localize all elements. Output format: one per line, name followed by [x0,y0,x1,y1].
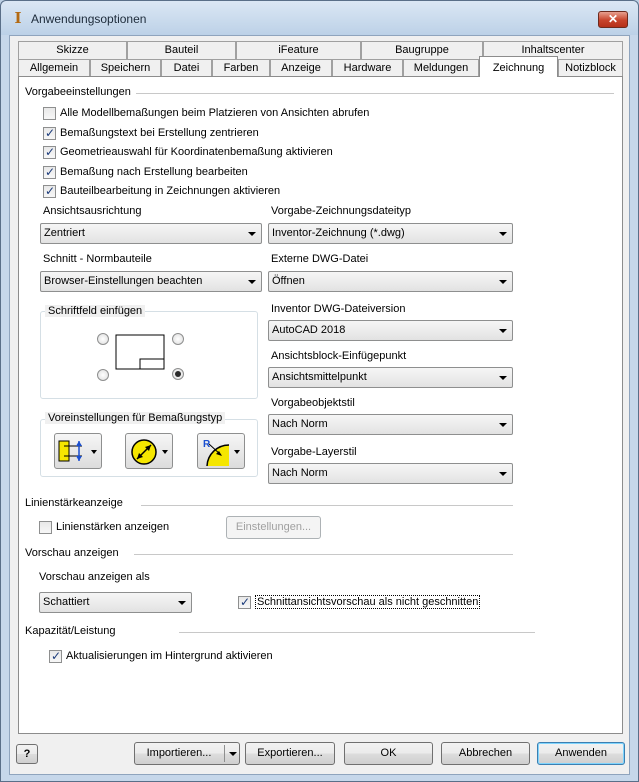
chevron-down-icon [248,232,256,236]
dialog-client-area [9,35,630,775]
select-value: Ansichtsmittelpunkt [272,371,367,383]
import-label: Importieren... [146,747,212,759]
radio-bottom-left[interactable] [97,369,109,381]
tab-anzeige[interactable]: Anzeige [270,59,332,77]
check-linienstaerken[interactable] [39,518,169,536]
externe-dwg-select[interactable] [268,271,513,292]
vorschau-heading: Vorschau anzeigen [25,547,119,559]
radio-top-left[interactable] [97,333,109,345]
tab-meldungen[interactable]: Meldungen [403,59,479,77]
checkbox[interactable] [43,166,56,179]
schriftfeld-label: Schriftfeld einfügen [45,305,145,317]
tab-speichern[interactable]: Speichern [90,59,161,77]
tab-allgemein[interactable]: Allgemein [18,59,90,77]
tab-datei[interactable]: Datei [161,59,212,77]
kapazitaet-heading: Kapazität/Leistung [25,625,116,637]
tab-baugruppe[interactable]: Baugruppe [361,41,483,59]
ok-button[interactable]: OK [344,742,433,765]
vorgabe-heading: Vorgabeeinstellungen [25,86,131,98]
chevron-down-icon[interactable] [229,752,237,756]
check-label: Bauteilbearbeitung in Zeichnungen aktivieren [60,185,281,197]
ansichtsausrichtung-select[interactable] [40,223,262,244]
divider [179,632,535,633]
chevron-down-icon [234,450,240,454]
einstellungen-button[interactable]: Einstellungen... [226,516,321,539]
checkbox[interactable] [43,185,56,198]
schnitt-select[interactable] [40,271,262,292]
linien-heading: Linienstärkeanzeige [25,497,123,509]
chevron-down-icon [248,280,256,284]
linear-dimension-icon [58,438,90,464]
chevron-down-icon [91,450,97,454]
radius-dimension-button[interactable] [197,433,245,469]
radius-dimension-icon [201,437,233,467]
select-value: Schattiert [43,596,90,608]
chevron-down-icon [162,450,168,454]
schnitt-label: Schnitt - Normbauteile [43,253,152,265]
dateityp-select[interactable] [268,223,513,244]
vorschau-select[interactable] [39,592,192,613]
select-value: Nach Norm [272,418,328,430]
diameter-dimension-button[interactable] [125,433,173,469]
checkbox[interactable] [39,521,52,534]
select-value: AutoCAD 2018 [272,324,346,336]
select-value: Nach Norm [272,467,328,479]
select-value: Zentriert [44,227,85,239]
ansichtsausrichtung-label: Ansichtsausrichtung [43,205,142,217]
select-value: Browser-Einstellungen beachten [44,275,203,287]
check-label: Aktualisierungen im Hintergrund aktivieren [66,650,273,662]
chevron-down-icon [499,472,507,476]
check-bemassung-bearbeiten[interactable] [43,163,248,181]
select-value: Öffnen [272,275,305,287]
divider [136,93,614,94]
split-divider [224,745,225,762]
check-modellbemassungen[interactable] [43,104,369,122]
select-value: Inventor-Zeichnung (*.dwg) [272,227,405,239]
vorschau-als-label: Vorschau anzeigen als [39,571,150,583]
checkbox[interactable] [238,596,251,609]
title-bar [1,1,638,35]
check-label: Bemaßung nach Erstellung bearbeiten [60,166,248,178]
divider [134,554,513,555]
tab-notizblock[interactable]: Notizblock [558,59,623,77]
checkbox[interactable] [49,650,62,663]
check-text-zentrieren[interactable] [43,124,259,142]
bemassungstyp-label: Voreinstellungen für Bemaßungstyp [45,412,225,424]
import-button[interactable] [134,742,240,765]
objektstil-select[interactable] [268,414,513,435]
linear-dimension-button[interactable] [54,433,102,469]
chevron-down-icon [178,601,186,605]
check-geometrieauswahl[interactable] [43,143,333,161]
close-button[interactable]: ✕ [598,11,628,28]
dwg-version-select[interactable] [268,320,513,341]
help-button[interactable] [16,744,38,764]
chevron-down-icon [499,280,507,284]
radio-bottom-right[interactable] [172,368,184,380]
tab-ifeature[interactable]: iFeature [236,41,361,59]
checkbox[interactable] [43,127,56,140]
cancel-button[interactable]: Abbrechen [441,742,530,765]
tab-bauteil[interactable]: Bauteil [127,41,236,59]
chevron-down-icon [499,232,507,236]
check-label: Bemaßungstext bei Erstellung zentrieren [60,127,259,139]
help-icon: ? [23,748,31,760]
chevron-down-icon [499,329,507,333]
layerstil-select[interactable] [268,463,513,484]
check-bauteilbearbeitung[interactable] [43,182,280,200]
objektstil-label: Vorgabeobjektstil [271,397,355,409]
dateityp-label: Vorgabe-Zeichnungsdateityp [271,205,412,217]
divider [141,505,513,506]
svg-text:R: R [203,439,211,450]
title-block-position-icon [115,334,167,372]
tab-inhaltscenter[interactable]: Inhaltscenter [483,41,623,59]
check-label: Schnittansichtsvorschau als nicht geschnitten [257,596,479,608]
checkbox[interactable] [43,107,56,120]
tab-zeichnung[interactable]: Zeichnung [479,56,558,77]
diameter-dimension-icon [130,437,160,467]
tab-farben[interactable]: Farben [212,59,270,77]
tab-row-front [18,59,623,77]
chevron-down-icon [499,376,507,380]
zeichnung-panel [18,76,623,734]
layerstil-label: Vorgabe-Layerstil [271,446,357,458]
dwg-version-label: Inventor DWG-Dateiversion [271,303,406,315]
chevron-down-icon [499,423,507,427]
tab-hardware[interactable]: Hardware [332,59,403,77]
einfuegepunkt-select[interactable] [268,367,513,388]
externe-dwg-label: Externe DWG-Datei [271,253,369,265]
inventor-app-icon: I [14,9,22,27]
check-label: Geometrieauswahl für Koordinatenbemaßung aktivieren [60,146,333,158]
check-hintergrund[interactable] [49,647,273,665]
check-schnittansicht[interactable] [238,593,480,611]
einfuegepunkt-label: Ansichtsblock-Einfügepunkt [271,350,407,362]
checkbox[interactable] [43,146,56,159]
apply-button[interactable]: Anwenden [537,742,625,765]
check-label: Alle Modellbemaßungen beim Platzieren von Ansichten abrufen [60,107,370,119]
tab-skizze[interactable]: Skizze [18,41,127,59]
radio-top-right[interactable] [172,333,184,345]
check-label: Linienstärken anzeigen [56,521,170,533]
export-button[interactable]: Exportieren... [245,742,335,765]
window-title: Anwendungsoptionen [31,12,147,26]
